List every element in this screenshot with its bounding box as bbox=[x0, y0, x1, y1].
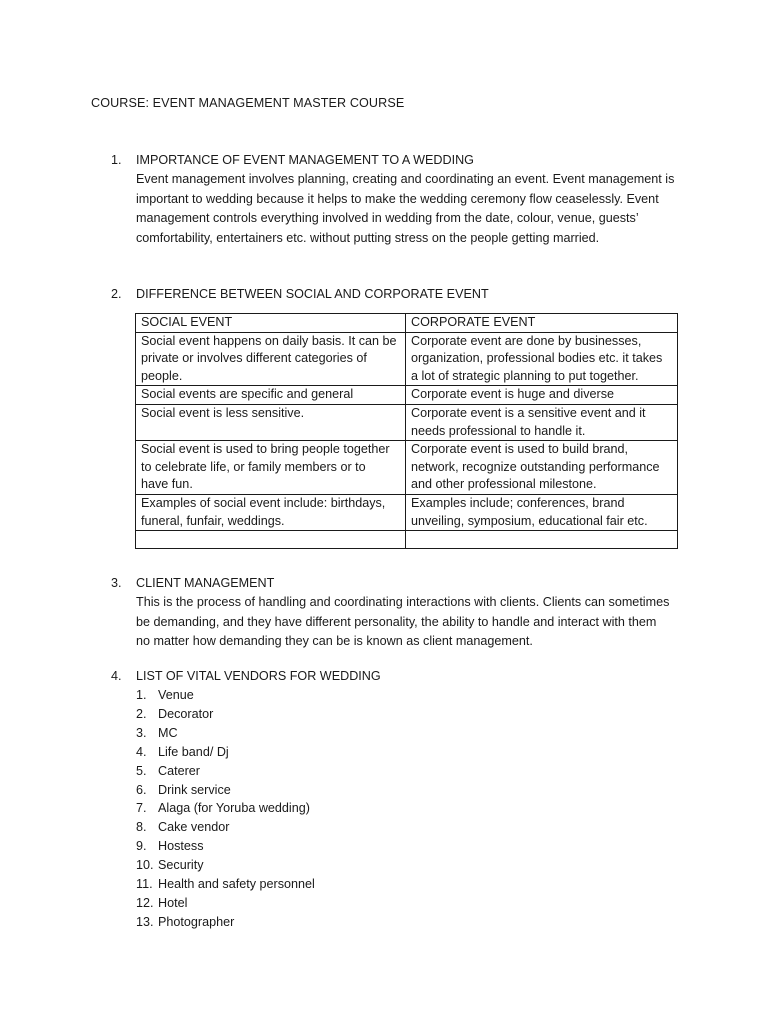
table-row bbox=[136, 332, 678, 386]
list-item bbox=[136, 875, 681, 894]
cell-line: Social event is used to bring people together bbox=[141, 442, 390, 457]
table-row bbox=[136, 494, 678, 530]
cell-line: Social event happens on daily basis. It can be bbox=[141, 333, 397, 348]
list-number: 2. bbox=[136, 707, 147, 722]
vendor-name: Hostess bbox=[158, 839, 204, 854]
vendor-name: Drink service bbox=[158, 782, 231, 797]
table-cell bbox=[406, 332, 678, 386]
cell-line: Corporate event are done by businesses, bbox=[411, 333, 642, 348]
cell-line: Corporate event is used to build brand, bbox=[411, 442, 629, 457]
vendor-name: Security bbox=[158, 858, 204, 872]
section-title: DIFFERENCE BETWEEN SOCIAL AND CORPORATE EVENT bbox=[136, 287, 489, 301]
cell-line: funeral, funfair, weddings. bbox=[141, 513, 285, 528]
list-item bbox=[136, 856, 681, 875]
section-client-management bbox=[111, 574, 681, 652]
cell-line: unveiling, symposium, educational fair etc. bbox=[411, 513, 648, 528]
section-number: 1. bbox=[111, 153, 122, 167]
cell-line: Corporate event is huge and diverse bbox=[411, 387, 615, 402]
cell-line: organization, professional bodies etc. it takes bbox=[411, 351, 663, 366]
cell-line: private or involves different categories of bbox=[141, 351, 367, 366]
section-heading bbox=[111, 574, 681, 593]
table-cell-empty bbox=[136, 531, 406, 549]
section-heading bbox=[111, 285, 681, 304]
vendor-name: Life band/ Dj bbox=[158, 744, 229, 759]
list-number: 1. bbox=[136, 688, 147, 703]
course-title: COURSE: EVENT MANAGEMENT MASTER COURSE bbox=[91, 96, 405, 110]
list-number: 4. bbox=[136, 744, 147, 759]
table-cell bbox=[136, 386, 406, 405]
vendor-list bbox=[111, 686, 681, 931]
list-item bbox=[136, 743, 681, 762]
section-title: CLIENT MANAGEMENT bbox=[136, 576, 275, 590]
cell-line: have fun. bbox=[141, 477, 193, 492]
vendor-name: Alaga (for Yoruba wedding) bbox=[158, 801, 310, 816]
section-heading bbox=[111, 667, 681, 686]
list-number: 3. bbox=[136, 726, 147, 741]
list-number: 12. bbox=[136, 895, 154, 910]
paragraph-line: be demanding, and they have different personality, the ability to handle and interact with them bbox=[136, 614, 657, 629]
table-header-row bbox=[136, 314, 678, 333]
cell-line: Examples include; conferences, brand bbox=[411, 495, 625, 510]
paragraph-line: important to wedding because it helps to make the wedding ceremony flow ceaselessly. Event bbox=[136, 191, 659, 206]
section-vendors bbox=[111, 667, 681, 931]
table-row bbox=[136, 441, 678, 495]
list-item bbox=[136, 705, 681, 724]
table-row-empty bbox=[136, 531, 678, 549]
list-number: 7. bbox=[136, 801, 147, 816]
section-number: 2. bbox=[111, 287, 122, 301]
vendor-name: Photographer bbox=[158, 914, 235, 929]
list-number: 10. bbox=[136, 858, 154, 872]
table-row bbox=[136, 404, 678, 440]
column-header-social: SOCIAL EVENT bbox=[136, 314, 406, 333]
section-body bbox=[111, 170, 681, 248]
list-item bbox=[136, 686, 681, 705]
paragraph-line: This is the process of handling and coordinating interactions with clients. Clients can sometimes bbox=[136, 595, 670, 610]
section-title: IMPORTANCE OF EVENT MANAGEMENT TO A WEDDING bbox=[136, 153, 474, 167]
section-heading bbox=[111, 151, 681, 170]
table-cell bbox=[406, 386, 678, 405]
list-item bbox=[136, 818, 681, 837]
paragraph-line: comfortability, entertainers etc. without putting stress on the people getting married. bbox=[136, 230, 600, 245]
vendor-name: Venue bbox=[158, 688, 194, 703]
list-number: 13. bbox=[136, 914, 154, 929]
vendor-name: Cake vendor bbox=[158, 820, 230, 835]
section-importance bbox=[111, 151, 681, 248]
list-number: 6. bbox=[136, 782, 147, 797]
list-number: 5. bbox=[136, 763, 147, 778]
list-number: 11. bbox=[136, 876, 153, 891]
section-title: LIST OF VITAL VENDORS FOR WEDDING bbox=[136, 669, 381, 683]
cell-line: a lot of strategic planning to put together. bbox=[411, 368, 639, 383]
paragraph-line: Event management involves planning, creating and coordinating an event. Event management is bbox=[136, 172, 675, 187]
vendor-name: Caterer bbox=[158, 763, 200, 778]
section-number: 3. bbox=[111, 576, 122, 590]
list-item bbox=[136, 762, 681, 781]
cell-line: network, recognize outstanding performance bbox=[411, 459, 660, 474]
table-cell bbox=[406, 441, 678, 495]
section-body bbox=[111, 593, 681, 651]
table-cell-empty bbox=[406, 531, 678, 549]
cell-line: Examples of social event include: birthdays, bbox=[141, 495, 386, 510]
vendor-name: Health and safety personnel bbox=[158, 876, 315, 891]
comparison-table bbox=[135, 313, 678, 549]
vendor-name: MC bbox=[158, 726, 178, 741]
list-item bbox=[136, 894, 681, 913]
paragraph-line: no matter how demanding they can be is known as client management. bbox=[136, 634, 533, 649]
list-item bbox=[136, 799, 681, 818]
vendor-name: Decorator bbox=[158, 707, 214, 722]
table-cell bbox=[136, 404, 406, 440]
table-cell bbox=[136, 441, 406, 495]
paragraph-line: management controls everything involved in wedding from the date, colour, venue, guests’ bbox=[136, 211, 639, 226]
section-difference bbox=[111, 285, 681, 304]
cell-line: Social events are specific and general bbox=[141, 387, 354, 402]
list-item bbox=[136, 724, 681, 743]
table-cell bbox=[406, 404, 678, 440]
list-item bbox=[136, 913, 681, 932]
vendor-name: Hotel bbox=[158, 895, 188, 910]
cell-line: Social event is less sensitive. bbox=[141, 405, 305, 420]
cell-line: and other professional milestone. bbox=[411, 477, 597, 492]
cell-line: Corporate event is a sensitive event and it bbox=[411, 405, 646, 420]
cell-line: to celebrate life, or family members or to bbox=[141, 459, 366, 474]
cell-line: people. bbox=[141, 368, 183, 383]
list-item bbox=[136, 837, 681, 856]
table-cell bbox=[406, 494, 678, 530]
table-cell bbox=[136, 332, 406, 386]
list-item bbox=[136, 781, 681, 800]
list-number: 8. bbox=[136, 820, 147, 835]
list-number: 9. bbox=[136, 839, 147, 854]
table-row bbox=[136, 386, 678, 405]
section-number: 4. bbox=[111, 669, 122, 683]
table-cell bbox=[136, 494, 406, 530]
column-header-corporate: CORPORATE EVENT bbox=[406, 314, 678, 333]
cell-line: needs professional to handle it. bbox=[411, 423, 586, 438]
